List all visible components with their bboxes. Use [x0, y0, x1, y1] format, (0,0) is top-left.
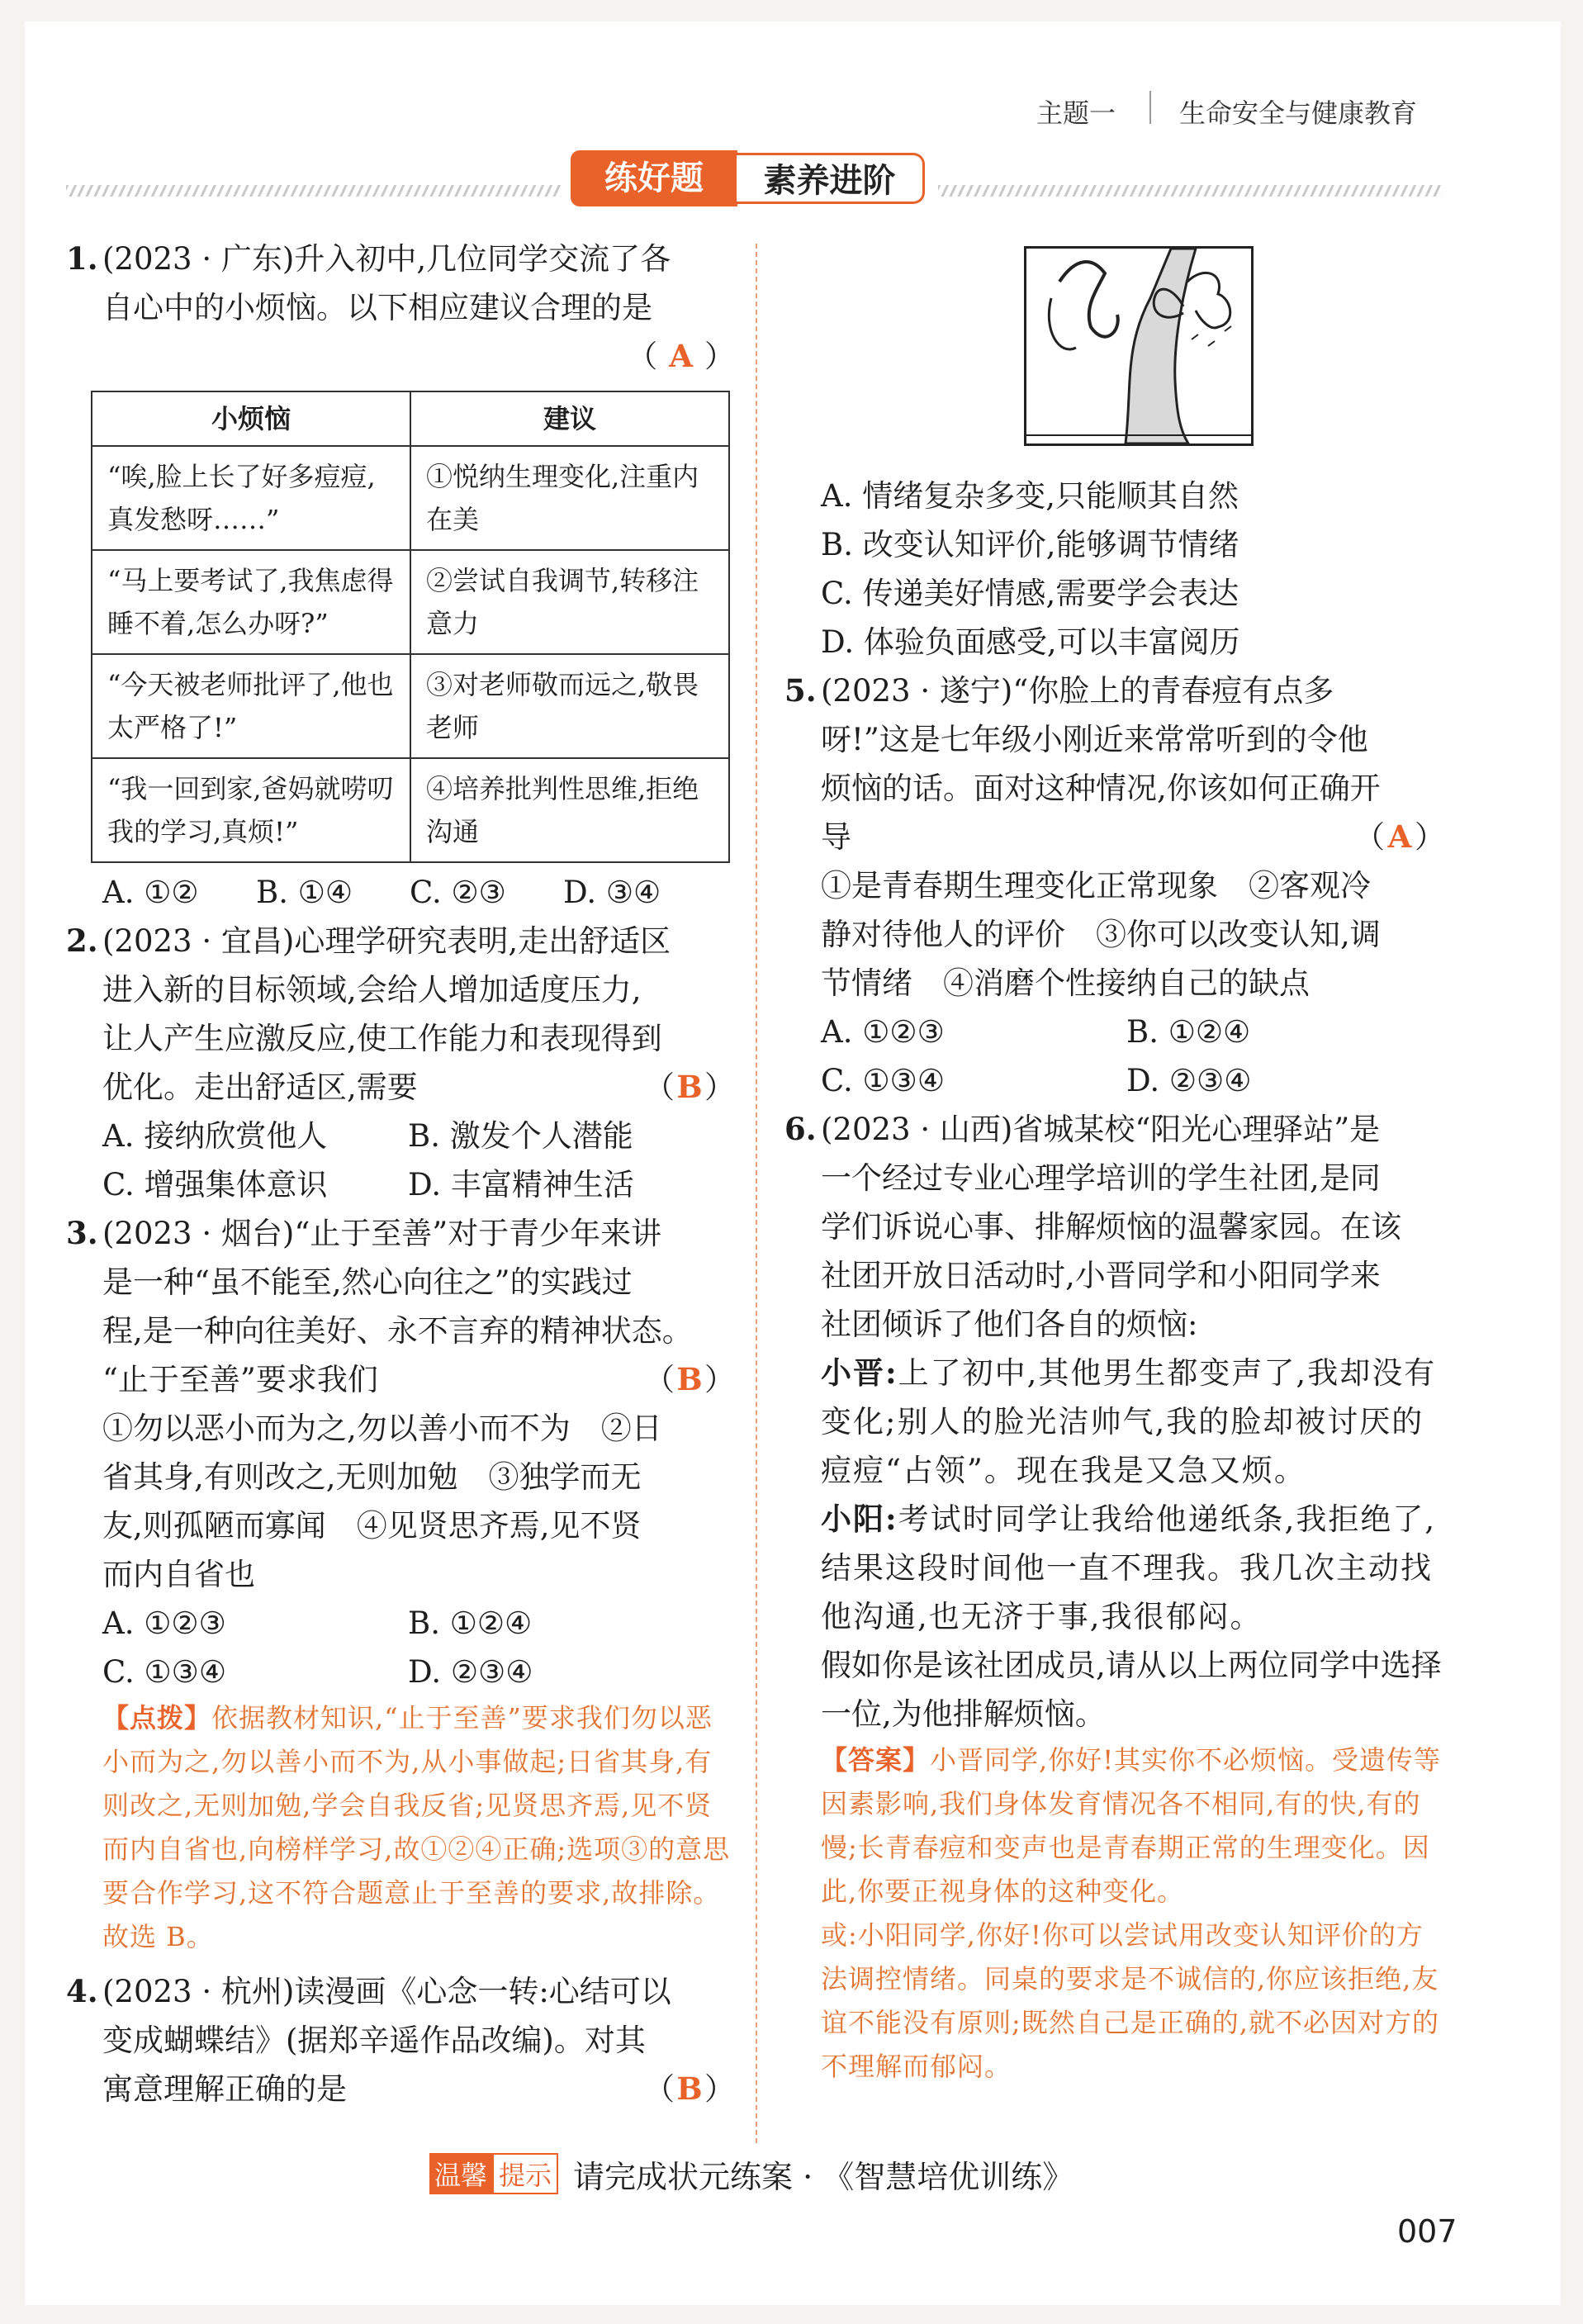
tip-text: 请完成状元练案 · 《智慧培优训练》 [573, 2158, 1074, 2195]
question-stem: 变成蝴蝶结》(据郑辛遥作品改编)。对其 [102, 2023, 646, 2058]
question-number: 1. [66, 240, 98, 277]
question-stem: 程,是一种向往美好、永不言弃的精神状态。 [102, 1313, 693, 1349]
speaker-name: 小阳: [821, 1501, 898, 1537]
table-cell: “马上要考试了,我焦虑得睡不着,怎么办呀?” [92, 550, 410, 654]
answer-tag: 【答案】 [821, 1744, 931, 1776]
answer-block [784, 1738, 1445, 1914]
question-stem: 进入新的目标领域,会给人增加适度压力, [102, 972, 642, 1008]
question-number: 4. [66, 1973, 98, 2009]
table-row [92, 654, 729, 758]
question-2 [66, 917, 735, 1112]
options-row [66, 1599, 735, 1648]
option: C. ②③ [410, 875, 506, 910]
question-stem-last: 导 [821, 819, 851, 855]
option: B. 激发个人潜能 [408, 1118, 633, 1154]
option: B. ①②④ [1126, 1014, 1251, 1050]
question-stem: 自心中的小烦恼。以下相应建议合理的是 [102, 290, 652, 325]
option: D. 丰富精神生活 [408, 1167, 634, 1202]
option: D. ②③④ [1126, 1063, 1252, 1098]
table-header-row [92, 391, 729, 446]
question-stem-last: “止于至善”要求我们 [102, 1362, 378, 1397]
option: C. ①③④ [102, 1654, 227, 1690]
dialog-xiaojin [821, 1349, 1445, 1495]
question-4 [66, 1967, 735, 2113]
answer-bracket: （B） [644, 2065, 735, 2113]
speaker-name: 小晋: [821, 1354, 898, 1391]
answer-bracket: （B） [644, 1355, 735, 1404]
option: A. ①② [102, 875, 199, 910]
option: A. 情绪复杂多变,只能顺其自然 [821, 478, 1239, 514]
option: C. ①③④ [821, 1063, 946, 1098]
table-row [92, 758, 729, 862]
options-row [66, 868, 735, 917]
banner-left: 练好题 [573, 153, 735, 204]
question-stem: (2023 · 广东)升入初中,几位同学交流了各 [102, 241, 671, 277]
option: B. ①④ [256, 875, 353, 910]
column-divider [756, 244, 757, 2143]
table-header: 建议 [410, 391, 729, 446]
page-number: 007 [1397, 2213, 1457, 2250]
answer-letter: A [669, 338, 693, 374]
option: B. 改变认知评价,能够调节情绪 [821, 527, 1239, 562]
option: A. ①②③ [821, 1014, 945, 1050]
statement-line: 而内自省也 [102, 1557, 255, 1592]
table-row [92, 550, 729, 654]
answer-text: 小晋同学,你好!其实你不必烦恼。受遗传等因素影响,我们身体发育情况各不相同,有的快,有的慢;长青春痘和变声也是青春期正常的生理变化。因此,你要正视身体的这种变化。 [821, 1744, 1442, 1907]
footer-tip [429, 2152, 1074, 2195]
options-row [784, 618, 1445, 666]
options-row [66, 1112, 735, 1160]
table-cell: “今天被老师批评了,他也太严格了!” [92, 654, 410, 758]
question-number: 2. [66, 922, 98, 959]
right-column [784, 223, 1445, 2089]
option: B. ①②④ [408, 1605, 533, 1641]
options-row [784, 1008, 1445, 1056]
question-stem: 社团倾诉了他们各自的烦恼: [821, 1307, 1198, 1342]
statement-line: 节情绪 ④消磨个性接纳自己的缺点 [821, 965, 1310, 1001]
table-cell: ①悦纳生理变化,注重内在美 [410, 446, 729, 550]
question-1 [66, 235, 735, 381]
dialog-text: 上了初中,其他男生都变声了,我却没有变化;别人的脸光洁帅气,我的脸却被讨厌的痘痘“占领”。现在我是又急又烦。 [821, 1355, 1437, 1488]
options-row [784, 1056, 1445, 1105]
left-column [66, 235, 735, 2113]
options-row [784, 569, 1445, 618]
dialog-xiaoyang [821, 1495, 1445, 1641]
banner-deco-left [66, 185, 562, 197]
question-5 [784, 666, 1445, 1008]
comic-image [1024, 246, 1254, 446]
answer-letter: A [1387, 818, 1412, 855]
statement-line: ①是青春期生理变化正常现象 ②客观冷 [821, 868, 1371, 904]
options-row [66, 1648, 735, 1696]
question-stem: (2023 · 宜昌)心理学研究表明,走出舒适区 [102, 923, 671, 959]
answer-bracket: （ A ） [627, 338, 735, 374]
question-3 [66, 1209, 735, 1599]
answer-letter: B [676, 2070, 703, 2107]
options-row [66, 1160, 735, 1209]
table-cell: ④培养批判性思维,拒绝沟通 [410, 758, 729, 862]
question-stem: (2023 · 烟台)“止于至善”对于青少年来讲 [102, 1216, 662, 1251]
question-stem: 呀!”这是七年级小刚近来常常听到的令他 [821, 722, 1368, 757]
worries-table [91, 391, 730, 863]
table-cell: “唉,脸上长了好多痘痘,真发愁呀……” [92, 446, 410, 550]
hint-tag: 【点拨】 [102, 1702, 212, 1734]
question-stem: 一个经过专业心理学培训的学生社团,是同 [821, 1160, 1381, 1196]
table-cell: ②尝试自我调节,转移注意力 [410, 550, 729, 654]
table-row [92, 446, 729, 550]
header-divider [1149, 91, 1151, 124]
statement-line: ①勿以恶小而为之,勿以善小而不为 ②日 [102, 1411, 662, 1446]
options-row [784, 472, 1445, 520]
question-number: 6. [784, 1111, 817, 1147]
option: C. 增强集体意识 [102, 1167, 328, 1202]
option: A. 接纳欣赏他人 [102, 1118, 328, 1154]
table-cell: ③对老师敬而远之,敬畏老师 [410, 654, 729, 758]
question-prompt: 假如你是该社团成员,请从以上两位同学中选择一位,为他排解烦恼。 [821, 1648, 1442, 1732]
option: D. ③④ [563, 875, 661, 910]
statement-line: 静对待他人的评价 ③你可以改变认知,调 [821, 917, 1381, 952]
option: A. ①②③ [102, 1605, 226, 1641]
question-stem: 学们诉说心事、排解烦恼的温馨家园。在该 [821, 1209, 1401, 1245]
header-title: 生命安全与健康教育 [1179, 97, 1418, 129]
dialog-text: 考试时同学让我给他递纸条,我拒绝了,结果这段时间他一直不理我。我几次主动找他沟通,也无济于事,我很郁闷。 [821, 1501, 1437, 1634]
statement-line: 省其身,有则改之,无则加勉 ③独学而无 [102, 1459, 642, 1495]
answer-bracket: （B） [644, 1063, 735, 1112]
answer-letter: B [676, 1361, 703, 1397]
statement-line: 友,则孤陋而寡闻 ④见贤思齐焉,见不贤 [102, 1508, 642, 1544]
question-stem-last: 寓意理解正确的是 [102, 2071, 347, 2107]
question-stem: (2023 · 山西)省城某校“阳光心理驿站”是 [821, 1112, 1381, 1147]
question-stem: 烦恼的话。面对这种情况,你该如何正确开 [821, 771, 1381, 806]
question-stem [102, 1063, 735, 1112]
option: D. 体验负面感受,可以丰富阅历 [821, 624, 1240, 660]
answer-letter: B [676, 1069, 703, 1105]
banner-deco-right [938, 185, 1442, 197]
question-stem: (2023 · 杭州)读漫画《心念一转:心结可以 [102, 1974, 671, 2009]
banner-right: 素养进阶 [737, 153, 925, 204]
question-stem [821, 813, 1445, 861]
question-number: 3. [66, 1215, 98, 1251]
option: D. ②③④ [408, 1654, 533, 1690]
question-stem [102, 2065, 735, 2113]
hint-block [66, 1696, 735, 1959]
question-number: 5. [784, 672, 817, 709]
tip-label-2: 提示 [492, 2153, 558, 2194]
question-stem-last: 优化。走出舒适区,需要 [102, 1070, 418, 1105]
question-stem: 是一种“虽不能至,然心向往之”的实践过 [102, 1264, 633, 1300]
answer-bracket: （A） [1354, 813, 1445, 861]
options-row [784, 520, 1445, 569]
tip-label-1: 温馨 [429, 2153, 492, 2194]
table-header: 小烦恼 [92, 391, 410, 446]
header-topic: 主题一 [1036, 97, 1116, 129]
question-stem: 让人产生应激反应,使工作能力和表现得到 [102, 1021, 662, 1056]
option: C. 传递美好情感,需要学会表达 [821, 576, 1239, 611]
question-stem [102, 1355, 735, 1404]
question-6 [784, 1105, 1445, 1738]
question-stem: 社团开放日活动时,小晋同学和小阳同学来 [821, 1258, 1381, 1293]
table-cell: “我一回到家,爸妈就唠叨我的学习,真烦!” [92, 758, 410, 862]
answer-block-alt: 或:小阳同学,你好!你可以尝试用改变认知评价的方法调控情绪。同桌的要求是不诚信的,你应该拒绝,友谊不能没有原则;既然自己是正确的,就不必因对方的不理解而郁闷。 [821, 1919, 1439, 2082]
question-stem: (2023 · 遂宁)“你脸上的青春痘有点多 [821, 673, 1334, 709]
hint-text: 依据教材知识,“止于至善”要求我们勿以恶小而为之,勿以善小而不为,从小事做起;日省其身,有则改之,无则加勉,学会自我反省;见贤思齐焉,见不贤而内自省也,向榜样学习,故①②④正确;选项③的意思要合作学习,这不符合题意止于至善的要求,故排除。故选 B。 [102, 1702, 731, 1952]
